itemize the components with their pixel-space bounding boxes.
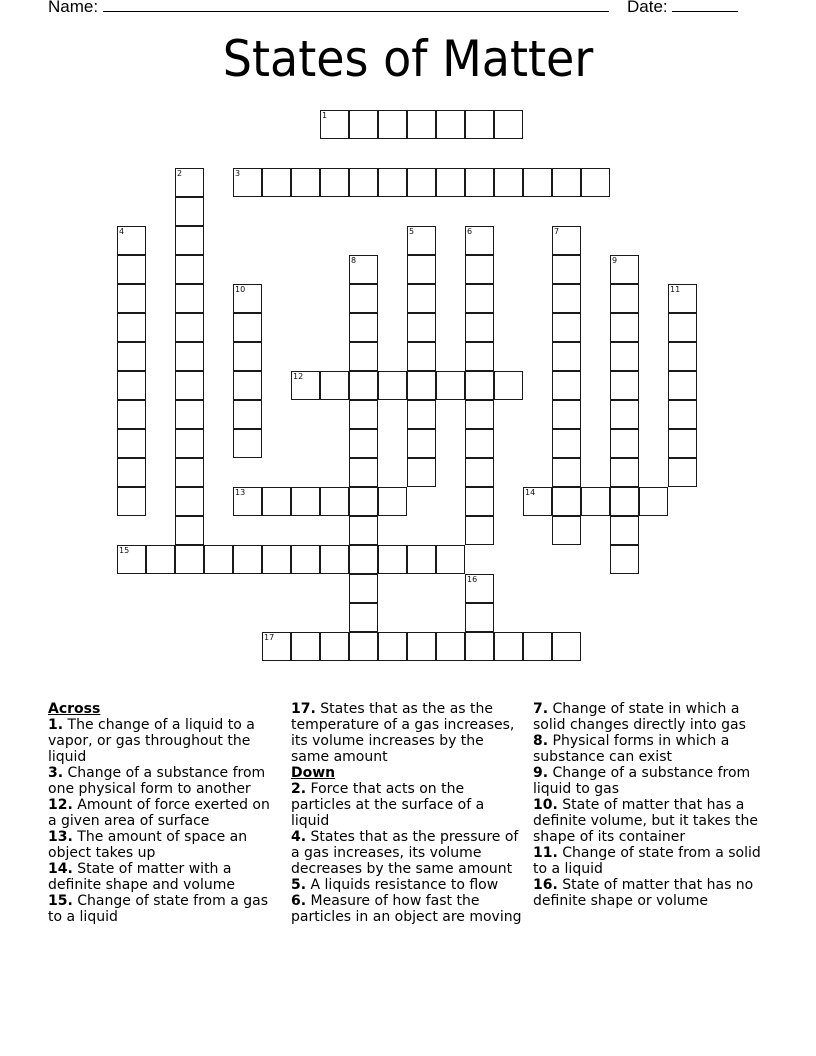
grid-cell[interactable] (610, 545, 639, 574)
clue-number: 2 (177, 169, 183, 178)
clue-down-10: 10. State of matter that has a definite volume, but it takes the shape of its container (533, 797, 758, 845)
grid-cell[interactable] (146, 545, 175, 574)
grid-cell[interactable] (117, 458, 146, 487)
grid-cell[interactable] (407, 342, 436, 371)
grid-cell[interactable] (349, 255, 378, 284)
clue-number: 14 (525, 488, 536, 497)
clue-across-3: 3. Change of a substance from one physical form to another (48, 765, 266, 797)
clue-number: 12 (293, 372, 304, 381)
grid-cell[interactable] (465, 110, 494, 139)
clue-across-17: 17. States that as the as the temperature of a gas increases, its volume increases by the same amount (291, 701, 515, 765)
grid-cell[interactable] (233, 487, 262, 516)
clue-down-5: 5. A liquids resistance to flow (291, 877, 499, 893)
grid-cell[interactable] (407, 284, 436, 313)
clue-number: 3 (235, 169, 241, 178)
grid-cell[interactable] (465, 516, 494, 545)
grid-cell[interactable] (291, 168, 320, 197)
grid-cell[interactable] (494, 168, 523, 197)
grid-cell[interactable] (233, 371, 262, 400)
grid-cell[interactable] (349, 458, 378, 487)
grid-cell[interactable] (552, 284, 581, 313)
grid-cell[interactable] (349, 487, 378, 516)
clue-number: 15 (119, 546, 130, 555)
grid-cell[interactable] (233, 400, 262, 429)
grid-cell[interactable] (175, 545, 204, 574)
grid-cell[interactable] (407, 458, 436, 487)
grid-cell[interactable] (552, 313, 581, 342)
grid-cell[interactable] (407, 110, 436, 139)
grid-cell[interactable] (668, 284, 697, 313)
grid-cell[interactable] (233, 168, 262, 197)
clue-down-6: 6. Measure of how fast the particles in an object are moving (291, 893, 522, 925)
grid-cell[interactable] (552, 458, 581, 487)
grid-cell[interactable] (204, 545, 233, 574)
grid-cell[interactable] (320, 545, 349, 574)
grid-cell[interactable] (465, 255, 494, 284)
clue-down-11: 11. Change of state from a solid to a liquid (533, 845, 761, 877)
grid-cell[interactable] (291, 371, 320, 400)
grid-cell[interactable] (349, 371, 378, 400)
grid-cell[interactable] (465, 226, 494, 255)
grid-cell[interactable] (117, 226, 146, 255)
grid-cell[interactable] (407, 371, 436, 400)
grid-cell[interactable] (465, 632, 494, 661)
grid-cell[interactable] (233, 342, 262, 371)
clue-down-16: 16. State of matter that has no definite shape or volume (533, 877, 754, 909)
grid-cell[interactable] (233, 284, 262, 313)
grid-cell[interactable] (262, 632, 291, 661)
grid-cell[interactable] (407, 255, 436, 284)
clue-across-14: 14. State of matter with a definite shape and volume (48, 861, 235, 893)
grid-cell[interactable] (175, 226, 204, 255)
grid-cell[interactable] (117, 255, 146, 284)
grid-cell[interactable] (610, 516, 639, 545)
grid-cell[interactable] (668, 400, 697, 429)
grid-cell[interactable] (465, 458, 494, 487)
grid-cell[interactable] (465, 371, 494, 400)
grid-cell[interactable] (117, 400, 146, 429)
grid-cell[interactable] (349, 342, 378, 371)
grid-cell[interactable] (436, 168, 465, 197)
grid-cell[interactable] (552, 487, 581, 516)
name-label: Name: (48, 0, 99, 16)
grid-cell[interactable] (610, 429, 639, 458)
grid-cell[interactable] (552, 371, 581, 400)
grid-cell[interactable] (552, 226, 581, 255)
grid-cell[interactable] (668, 342, 697, 371)
grid-cell[interactable] (407, 313, 436, 342)
grid-cell[interactable] (494, 632, 523, 661)
grid-cell[interactable] (523, 487, 552, 516)
grid-cell[interactable] (407, 545, 436, 574)
clues-column-3 (533, 701, 773, 909)
clue-number: 11 (670, 285, 681, 294)
grid-cell[interactable] (668, 371, 697, 400)
grid-cell[interactable] (436, 110, 465, 139)
grid-cell[interactable] (175, 458, 204, 487)
clue-number: 16 (467, 575, 478, 584)
grid-cell[interactable] (349, 168, 378, 197)
grid-cell[interactable] (349, 400, 378, 429)
grid-cell[interactable] (494, 371, 523, 400)
clue-down-8: 8. Physical forms in which a substance can exist (533, 733, 730, 765)
grid-cell[interactable] (465, 284, 494, 313)
grid-cell[interactable] (262, 545, 291, 574)
grid-cell[interactable] (436, 545, 465, 574)
grid-cell[interactable] (407, 632, 436, 661)
grid-cell[interactable] (407, 429, 436, 458)
grid-cell[interactable] (465, 429, 494, 458)
grid-cell[interactable] (610, 487, 639, 516)
clue-across-1: 1. The change of a liquid to a vapor, or gas throughout the liquid (48, 717, 255, 765)
down-heading: Down (291, 765, 336, 781)
grid-cell[interactable] (610, 284, 639, 313)
grid-cell[interactable] (465, 574, 494, 603)
grid-cell[interactable] (465, 313, 494, 342)
clue-number: 1 (322, 111, 328, 120)
grid-cell[interactable] (175, 429, 204, 458)
grid-cell[interactable] (320, 632, 349, 661)
grid-cell[interactable] (552, 429, 581, 458)
grid-cell[interactable] (349, 110, 378, 139)
grid-cell[interactable] (610, 371, 639, 400)
grid-cell[interactable] (233, 429, 262, 458)
grid-cell[interactable] (465, 400, 494, 429)
clue-down-4: 4. States that as the pressure of a gas increases, its volume decreases by the same amount (291, 829, 519, 877)
grid-cell[interactable] (523, 168, 552, 197)
clues-column-2 (291, 701, 523, 925)
clue-number: 5 (409, 227, 415, 236)
grid-cell[interactable] (349, 516, 378, 545)
grid-cell[interactable] (291, 487, 320, 516)
grid-cell[interactable] (523, 632, 552, 661)
grid-cell[interactable] (552, 632, 581, 661)
grid-cell[interactable] (117, 429, 146, 458)
clue-down-2: 2. Force that acts on the particles at the surface of a liquid (291, 781, 485, 829)
grid-cell[interactable] (320, 110, 349, 139)
grid-cell[interactable] (233, 313, 262, 342)
grid-cell[interactable] (407, 226, 436, 255)
grid-cell[interactable] (378, 632, 407, 661)
grid-cell[interactable] (668, 458, 697, 487)
grid-cell[interactable] (552, 168, 581, 197)
grid-cell[interactable] (175, 313, 204, 342)
grid-cell[interactable] (610, 255, 639, 284)
grid-cell[interactable] (349, 429, 378, 458)
grid-cell[interactable] (581, 487, 610, 516)
grid-cell[interactable] (175, 342, 204, 371)
grid-cell[interactable] (610, 342, 639, 371)
grid-cell[interactable] (378, 487, 407, 516)
grid-cell[interactable] (407, 168, 436, 197)
grid-cell[interactable] (320, 487, 349, 516)
clue-down-9: 9. Change of a substance from liquid to gas (533, 765, 751, 797)
grid-cell[interactable] (117, 342, 146, 371)
grid-cell[interactable] (465, 603, 494, 632)
grid-cell[interactable] (349, 545, 378, 574)
grid-cell[interactable] (175, 487, 204, 516)
clue-across-13: 13. The amount of space an object takes up (48, 829, 248, 861)
grid-cell[interactable] (581, 168, 610, 197)
page-title: States of Matter (222, 30, 594, 88)
grid-cell[interactable] (175, 255, 204, 284)
grid-cell[interactable] (378, 168, 407, 197)
grid-cell[interactable] (117, 545, 146, 574)
grid-cell[interactable] (552, 400, 581, 429)
clue-down-7: 7. Change of state in which a solid changes directly into gas (533, 701, 746, 733)
grid-cell[interactable] (175, 516, 204, 545)
grid-cell[interactable] (233, 545, 262, 574)
clue-across-12: 12. Amount of force exerted on a given area of surface (48, 797, 270, 829)
grid-cell[interactable] (552, 342, 581, 371)
grid-cell[interactable] (378, 110, 407, 139)
grid-cell[interactable] (291, 632, 320, 661)
grid-cell[interactable] (465, 168, 494, 197)
grid-cell[interactable] (320, 168, 349, 197)
grid-cell[interactable] (117, 371, 146, 400)
grid-cell[interactable] (175, 284, 204, 313)
grid-cell[interactable] (610, 400, 639, 429)
grid-cell[interactable] (668, 313, 697, 342)
grid-cell[interactable] (320, 371, 349, 400)
grid-cell[interactable] (175, 371, 204, 400)
clue-number: 9 (612, 256, 618, 265)
grid-cell[interactable] (175, 168, 204, 197)
clue-across-15: 15. Change of state from a gas to a liquid (48, 893, 268, 925)
clue-number: 13 (235, 488, 246, 497)
grid-cell[interactable] (349, 313, 378, 342)
grid-cell[interactable] (436, 371, 465, 400)
clue-number: 8 (351, 256, 357, 265)
grid-cell[interactable] (378, 545, 407, 574)
grid-cell[interactable] (175, 197, 204, 226)
grid-cell[interactable] (610, 458, 639, 487)
grid-cell[interactable] (494, 110, 523, 139)
grid-cell[interactable] (262, 487, 291, 516)
grid-cell[interactable] (552, 255, 581, 284)
clue-number: 4 (119, 227, 125, 236)
grid-cell[interactable] (668, 429, 697, 458)
clue-number: 7 (554, 227, 560, 236)
grid-cell[interactable] (407, 400, 436, 429)
grid-cell[interactable] (117, 487, 146, 516)
grid-cell[interactable] (262, 168, 291, 197)
grid-cell[interactable] (378, 371, 407, 400)
grid-cell[interactable] (117, 284, 146, 313)
clue-number: 10 (235, 285, 246, 294)
clues-column-1 (48, 701, 280, 925)
grid-cell[interactable] (465, 487, 494, 516)
grid-cell[interactable] (117, 313, 146, 342)
grid-cell[interactable] (349, 603, 378, 632)
clue-number: 6 (467, 227, 473, 236)
grid-cell[interactable] (349, 284, 378, 313)
grid-cell[interactable] (610, 313, 639, 342)
grid-cell[interactable] (349, 632, 378, 661)
grid-cell[interactable] (465, 342, 494, 371)
grid-cell[interactable] (436, 632, 465, 661)
grid-cell[interactable] (175, 400, 204, 429)
grid-cell[interactable] (349, 574, 378, 603)
date-label: Date: (627, 0, 668, 16)
clue-number: 17 (264, 633, 275, 642)
across-heading: Across (48, 701, 101, 717)
grid-cell[interactable] (552, 516, 581, 545)
grid-cell[interactable] (639, 487, 668, 516)
grid-cell[interactable] (291, 545, 320, 574)
